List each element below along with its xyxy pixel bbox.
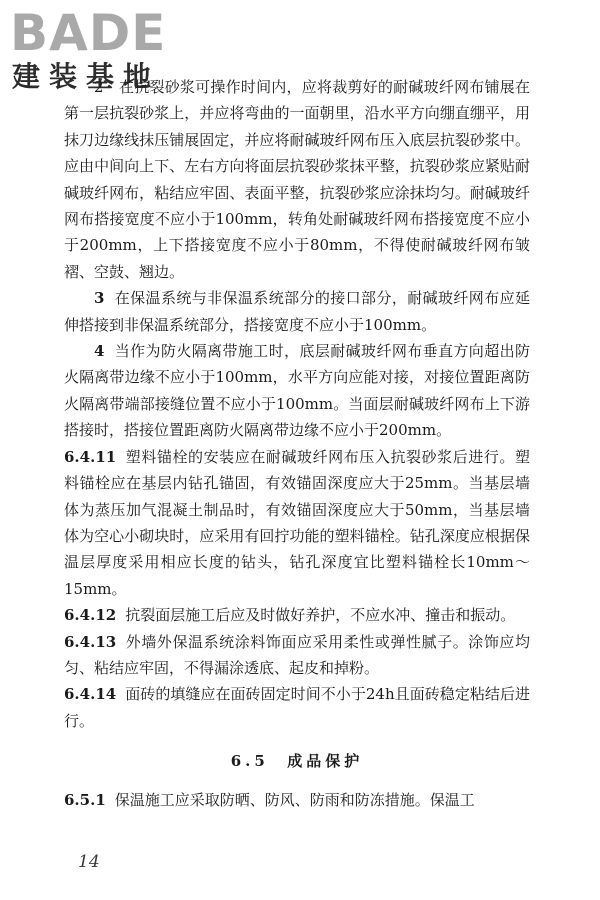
clause-number: 6.4.13 bbox=[64, 632, 117, 651]
clause-text: 保温施工应采取防晒、防风、防雨和防冻措施。保温工 bbox=[114, 790, 475, 809]
clause-6-4-14 bbox=[64, 681, 530, 734]
item-number: 4 bbox=[94, 342, 105, 361]
paragraph-item-4 bbox=[64, 338, 530, 444]
item-number: 3 bbox=[94, 289, 105, 308]
clause-number: 6.5.1 bbox=[64, 790, 106, 809]
clause-6-5-1 bbox=[64, 787, 530, 813]
paragraph-item-3 bbox=[64, 285, 530, 338]
clause-6-4-11 bbox=[64, 444, 530, 602]
paragraph-text: 当作为防火隔离带施工时，底层耐碱玻纤网布垂直方向超出防火隔离带边缘不应小于100mm，水平方向应能对接，对接位置距离防火隔离带端部接缝位置不应小于100mm。当面层耐碱玻纤网布上下游搭接时，搭接位置距离防火隔离带边缘不应小于200mm。 bbox=[64, 342, 530, 440]
clause-6-4-13 bbox=[64, 629, 530, 682]
section-number: 6.5 bbox=[230, 752, 269, 771]
section-title-text: 成品保护 bbox=[287, 752, 364, 771]
paragraph-text: 2 在抗裂砂浆可操作时间内，应将裁剪好的耐碱玻纤网布铺展在第一层抗裂砂浆上，并应将弯曲的一面朝里，沿水平方向绷直绷平，用抹刀边缘线抹压铺展固定，并应将耐碱玻纤网布压入底层抗裂砂浆中。应由中间向上下、左右方向将面层抗裂砂浆抹平整，抗裂砂浆应紧贴耐碱玻纤网布，粘结应牢固、表面平整，抗裂砂浆应涂抹均匀。耐碱玻纤网布搭接宽度不应小于100mm，转角处耐碱玻纤网布搭接宽度不应小于200mm，上下搭接宽度不应小于80mm，不得使耐碱玻纤网布皱褶、空鼓、翘边。 bbox=[64, 78, 530, 281]
clause-number: 6.4.14 bbox=[64, 685, 117, 704]
clause-text: 塑料锚栓的安装应在耐碱玻纤网布压入抗裂砂浆后进行。塑料锚栓应在基层内钻孔锚固，有效锚固深度应大于25mm。当基层墙体为蒸压加气混凝土制品时，有效锚固深度应大于50mm，当基层墙体为空心小砌块时，应采用有回拧功能的塑料锚栓。钻孔深度应根据保温层厚度采用相应长度的钻头，钻孔深度宜比塑料锚栓长10mm～15mm。 bbox=[64, 447, 530, 598]
page-body bbox=[64, 74, 530, 813]
page-number: 14 bbox=[78, 852, 100, 872]
paragraph-item-2 bbox=[64, 74, 530, 285]
section-heading bbox=[64, 748, 530, 774]
logo-subtitle: 建装基地 bbox=[12, 60, 161, 93]
logo-wordmark: BADE bbox=[10, 4, 167, 62]
paragraph-text: 在保温系统与非保温系统部分的接口部分，耐碱玻纤网布应延伸搭接到非保温系统部分，搭接宽度不应小于100mm。 bbox=[64, 289, 530, 334]
clause-number: 6.4.11 bbox=[64, 447, 117, 466]
clause-text: 外墙外保温系统涂料饰面应采用柔性或弹性腻子。涂饰应均匀、粘结应牢固，不得漏涂透底、起皮和掉粉。 bbox=[64, 632, 530, 677]
clause-text: 面砖的填缝应在面砖固定时间不小于24h且面砖稳定粘结后进行。 bbox=[64, 685, 530, 730]
clause-6-4-12 bbox=[64, 602, 530, 628]
clause-text: 抗裂面层施工后应及时做好养护，不应水冲、撞击和振动。 bbox=[125, 606, 516, 625]
clause-number: 6.4.12 bbox=[64, 606, 117, 625]
